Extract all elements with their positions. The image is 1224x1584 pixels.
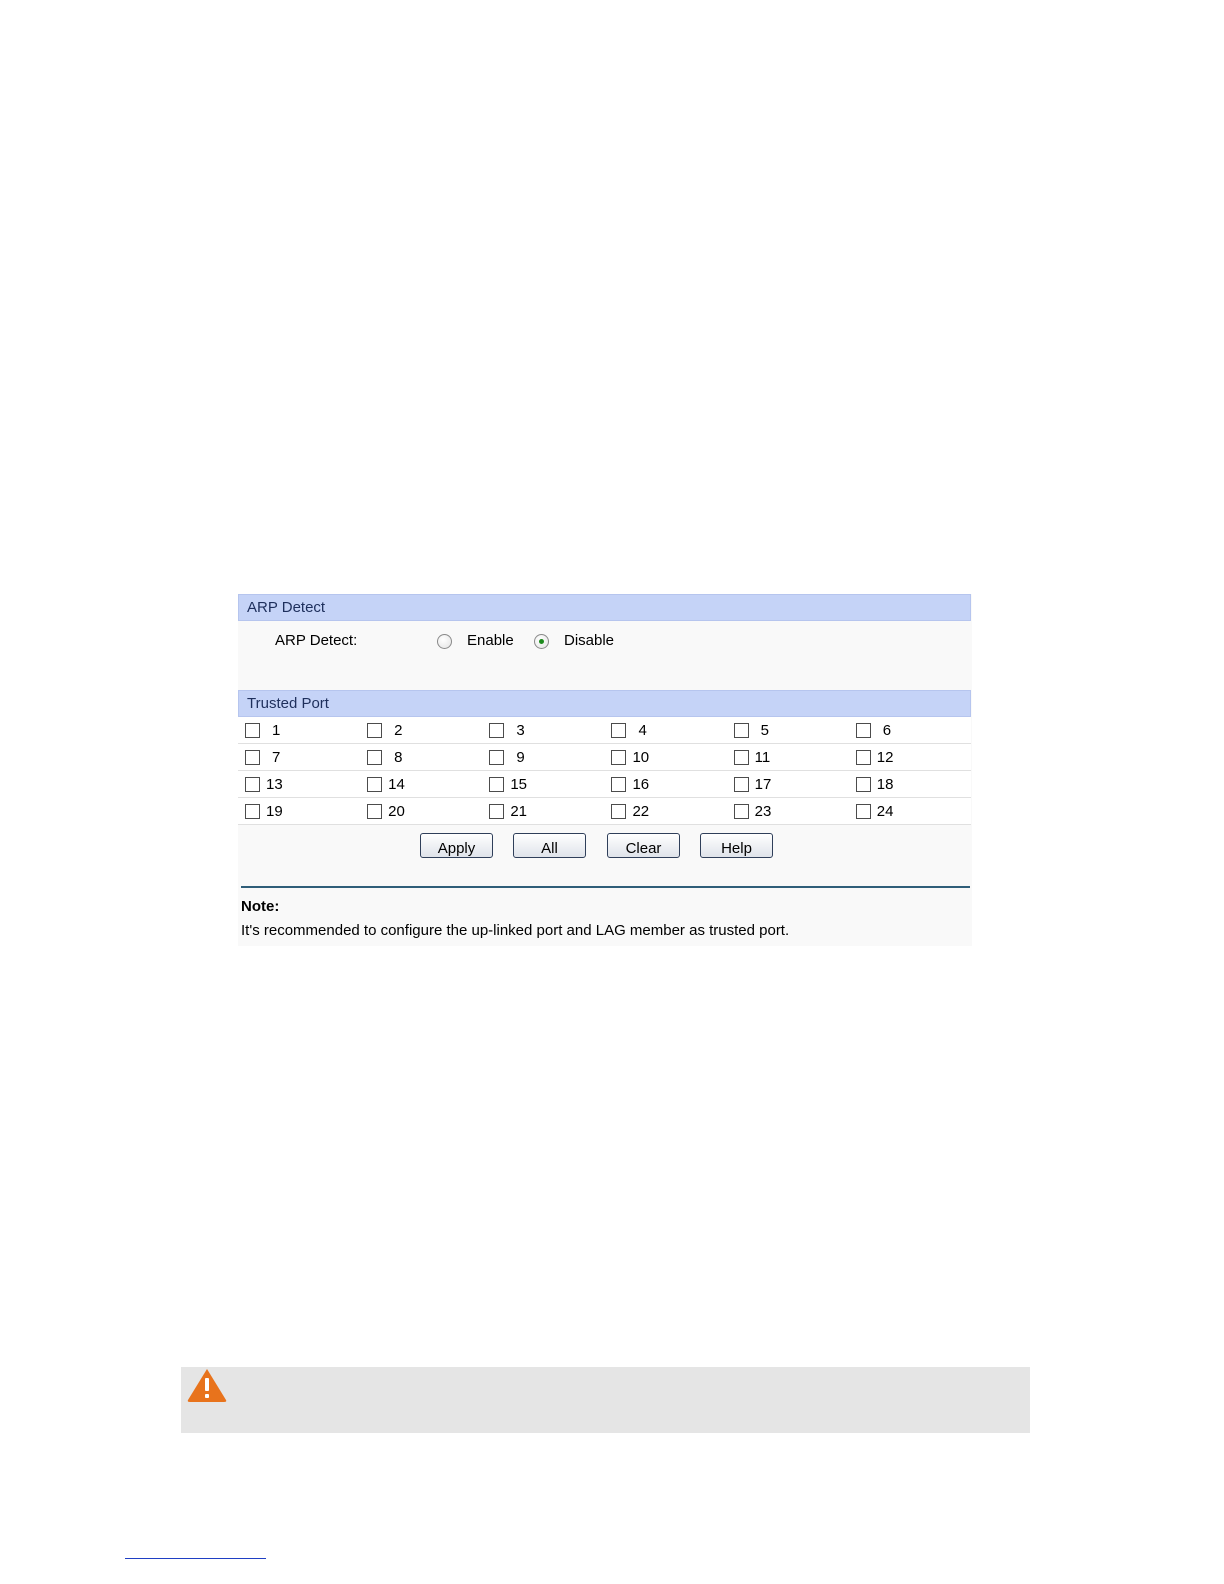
- disable-radio-circle[interactable]: [534, 634, 549, 649]
- checkbox[interactable]: [489, 750, 504, 765]
- port-checkbox[interactable]: 4: [604, 722, 726, 739]
- enable-radio[interactable]: [437, 632, 514, 650]
- port-checkbox[interactable]: 21: [482, 803, 604, 820]
- warning-icon: [186, 1367, 228, 1403]
- note-title: Note:: [241, 898, 280, 915]
- checkbox[interactable]: [734, 723, 749, 738]
- table-row: [238, 798, 971, 825]
- port-checkbox[interactable]: 2: [360, 722, 482, 739]
- port-checkbox[interactable]: 20: [360, 803, 482, 820]
- arp-detect-header: ARP Detect: [238, 594, 971, 621]
- checkbox[interactable]: [367, 804, 382, 819]
- port-checkbox[interactable]: 16: [604, 776, 726, 793]
- checkbox[interactable]: [611, 804, 626, 819]
- checkbox[interactable]: [856, 750, 871, 765]
- port-checkbox[interactable]: 19: [238, 803, 360, 820]
- checkbox[interactable]: [245, 750, 260, 765]
- footnote-separator: [125, 1558, 266, 1559]
- checkbox[interactable]: [245, 723, 260, 738]
- note-divider: [241, 886, 970, 888]
- caution-bar: [181, 1367, 1030, 1433]
- port-checkbox[interactable]: 9: [482, 749, 604, 766]
- checkbox[interactable]: [367, 777, 382, 792]
- port-checkbox[interactable]: 5: [727, 722, 849, 739]
- checkbox[interactable]: [856, 723, 871, 738]
- port-checkbox[interactable]: 17: [727, 776, 849, 793]
- checkbox[interactable]: [734, 777, 749, 792]
- help-button[interactable]: Help: [700, 833, 773, 858]
- trusted-port-header: Trusted Port: [238, 690, 971, 717]
- disable-radio[interactable]: [534, 632, 614, 650]
- checkbox[interactable]: [489, 804, 504, 819]
- arp-detect-panel: [238, 594, 972, 946]
- port-checkbox[interactable]: 15: [482, 776, 604, 793]
- port-checkbox[interactable]: 24: [849, 803, 971, 820]
- port-checkbox[interactable]: 10: [604, 749, 726, 766]
- port-checkbox[interactable]: 13: [238, 776, 360, 793]
- port-checkbox[interactable]: 7: [238, 749, 360, 766]
- checkbox[interactable]: [734, 804, 749, 819]
- table-row: [238, 771, 971, 798]
- enable-radio-label: Enable: [467, 632, 514, 649]
- checkbox[interactable]: [367, 750, 382, 765]
- arp-detect-label: ARP Detect:: [275, 632, 358, 649]
- apply-button[interactable]: Apply: [420, 833, 493, 858]
- port-checkbox[interactable]: 14: [360, 776, 482, 793]
- disable-radio-label: Disable: [564, 632, 615, 649]
- port-checkbox[interactable]: 1: [238, 722, 360, 739]
- port-checkbox[interactable]: 11: [727, 749, 849, 766]
- port-checkbox[interactable]: 6: [849, 722, 971, 739]
- checkbox[interactable]: [611, 723, 626, 738]
- checkbox[interactable]: [856, 804, 871, 819]
- port-checkbox[interactable]: 23: [727, 803, 849, 820]
- table-row: [238, 744, 971, 771]
- all-button[interactable]: All: [513, 833, 586, 858]
- checkbox[interactable]: [489, 777, 504, 792]
- checkbox[interactable]: [611, 750, 626, 765]
- enable-radio-circle[interactable]: [437, 634, 452, 649]
- port-checkbox[interactable]: 22: [604, 803, 726, 820]
- checkbox[interactable]: [245, 777, 260, 792]
- port-checkbox[interactable]: 12: [849, 749, 971, 766]
- table-row: [238, 717, 971, 744]
- checkbox[interactable]: [611, 777, 626, 792]
- checkbox[interactable]: [489, 723, 504, 738]
- checkbox[interactable]: [734, 750, 749, 765]
- port-checkbox[interactable]: 8: [360, 749, 482, 766]
- checkbox[interactable]: [245, 804, 260, 819]
- port-checkbox[interactable]: 18: [849, 776, 971, 793]
- checkbox[interactable]: [856, 777, 871, 792]
- port-checkbox[interactable]: 3: [482, 722, 604, 739]
- trusted-port-table: [238, 717, 971, 825]
- clear-button[interactable]: Clear: [607, 833, 680, 858]
- checkbox[interactable]: [367, 723, 382, 738]
- note-text: It's recommended to configure the up-linked port and LAG member as trusted port.: [241, 922, 790, 939]
